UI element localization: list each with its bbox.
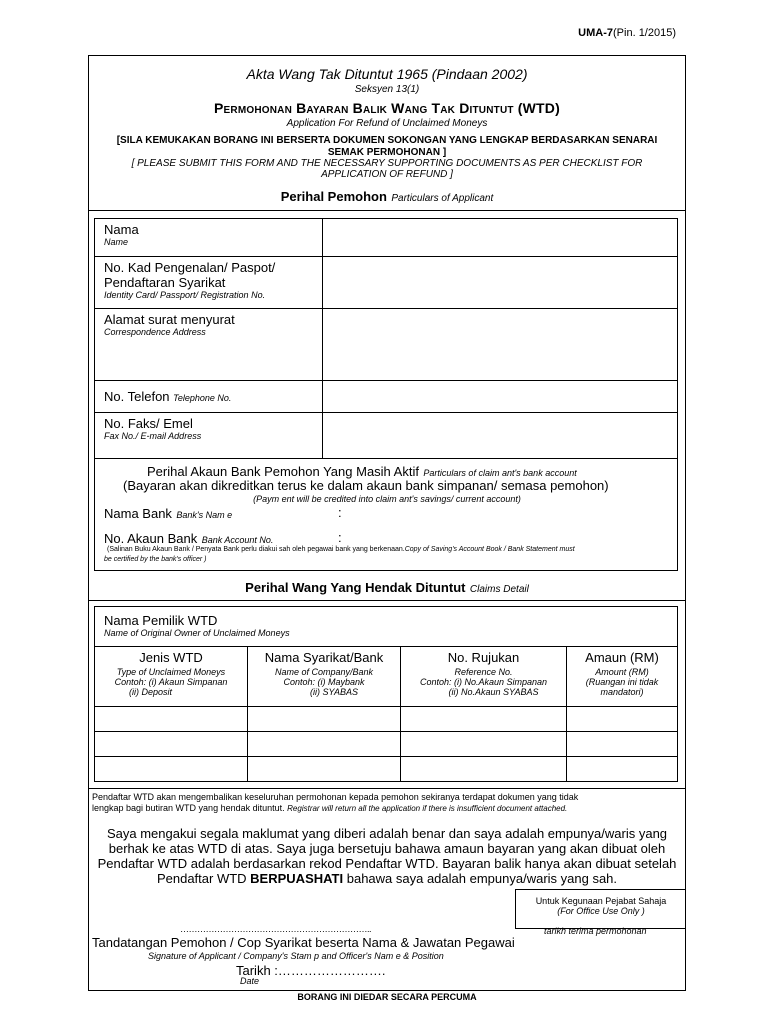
- address-label-en: Correspondence Address: [104, 327, 206, 337]
- phone-label: No. Telefon: [104, 389, 170, 404]
- phone-input[interactable]: [323, 381, 678, 413]
- fax-label: No. Faks/ Emel: [104, 416, 193, 431]
- ic-label-en: Identity Card/ Passport/ Registration No.: [104, 290, 266, 300]
- claims-heading-text: Perihal Wang Yang Hendak Dituntut: [245, 580, 466, 595]
- phone-label-cell: [95, 381, 323, 413]
- declaration-emphasis: BERPUASHATI: [250, 871, 344, 886]
- address-label: Alamat surat menyurat: [104, 312, 235, 327]
- bank-name-line: [104, 505, 232, 523]
- col-amount-line-1: Amount (RM): [595, 667, 649, 677]
- footer-note: BORANG INI DIEDAR SECARA PERCUMA: [297, 992, 477, 1002]
- declaration-line-1: Saya mengakui segala maklumat yang diberi adalah benar dan saya adalah empunya/waris yang: [106, 826, 668, 841]
- registrar-note-line-2: [92, 803, 680, 814]
- form-revision: (Pin. 1/2015): [613, 27, 676, 39]
- col-type-line-1: Type of Unclaimed Moneys: [116, 667, 226, 677]
- name-input[interactable]: [323, 219, 678, 257]
- bank-title-en: Particulars of claim ant's bank account: [423, 468, 577, 478]
- office-received-label: tarikh terima permohonan: [544, 926, 647, 936]
- form-code: [578, 27, 676, 39]
- applicant-table: [94, 218, 678, 571]
- claims-heading: [88, 579, 686, 597]
- col-ref-header: [401, 647, 567, 707]
- account-no-label: No. Akaun Bank: [104, 531, 198, 546]
- date-dots[interactable]: …………………….: [277, 963, 386, 978]
- bank-name-colon: :: [338, 505, 342, 520]
- bank-note: (Bayaran akan dikreditkan terus ke dalam akaun bank simpanan/ semasa pemohon): [123, 478, 609, 493]
- claims-table: [94, 606, 678, 782]
- col-company-title: Nama Syarikat/Bank: [264, 650, 384, 665]
- name-label: Nama: [104, 222, 139, 237]
- claim-type-input[interactable]: [95, 707, 248, 732]
- account-no-colon: :: [338, 530, 342, 545]
- divider: [88, 210, 686, 211]
- claim-ref-input[interactable]: [401, 757, 567, 782]
- registrar-note-ms-2: lengkap bagi butiran WTD yang hendak dituntut.: [92, 803, 285, 813]
- declaration-line-4a: Pendaftar WTD: [156, 871, 247, 886]
- claims-heading-en: Claims Detail: [469, 584, 529, 595]
- name-label-en: Name: [104, 237, 129, 247]
- bank-title: Perihal Akaun Bank Pemohon Yang Masih Aktif: [147, 464, 419, 479]
- bank-footnote-1: [107, 546, 575, 553]
- col-amount-line-3: mandatori): [600, 687, 644, 697]
- col-ref-line-2: Contoh: (i) No.Akaun Simpanan: [419, 677, 548, 687]
- owner-label: Nama Pemilik WTD: [104, 613, 218, 628]
- bank-footnote-en: Copy of Saving's Account Book / Bank Statement must: [404, 546, 575, 553]
- claim-ref-input[interactable]: [401, 732, 567, 757]
- form-title-en: Application For Refund of Unclaimed Moneys: [286, 118, 488, 129]
- col-company-line-2: Contoh: (i) Maybank: [283, 677, 365, 687]
- claim-company-input[interactable]: [248, 757, 401, 782]
- col-company-header: [248, 647, 401, 707]
- col-type-line-2: Contoh: (i) Akaun Simpanan: [114, 677, 228, 687]
- fax-label-en: Fax No./ E-mail Address: [104, 431, 202, 441]
- bank-footnote-ms: (Salinan Buku Akaun Bank / Penyata Bank perlu diakui sah oleh pegawai bank yang berkenaan.: [107, 546, 405, 553]
- claim-amount-input[interactable]: [567, 707, 678, 732]
- owner-cell[interactable]: [95, 607, 678, 647]
- claim-amount-input[interactable]: [567, 757, 678, 782]
- claim-company-input[interactable]: [248, 707, 401, 732]
- applicant-heading-en: Particulars of Applicant: [391, 193, 494, 204]
- form-code-label: UMA-7: [578, 27, 614, 39]
- claim-type-input[interactable]: [95, 732, 248, 757]
- office-use-title: Untuk Kegunaan Pejabat Sahaja: [535, 896, 667, 906]
- applicant-heading-text: Perihal Pemohon: [280, 189, 387, 204]
- col-type-title: Jenis WTD: [139, 650, 203, 665]
- col-company-line-1: Name of Company/Bank: [274, 667, 374, 677]
- date-label-en: Date: [240, 976, 260, 986]
- act-title: Akta Wang Tak Dituntut 1965 (Pindaan 2002): [246, 66, 528, 82]
- bank-name-label-en: Bank's Nam e: [176, 510, 233, 520]
- col-ref-line-1: Reference No.: [454, 667, 513, 677]
- registrar-note: [92, 792, 680, 814]
- account-no-label-en: Bank Account No.: [201, 535, 274, 545]
- claim-type-input[interactable]: [95, 757, 248, 782]
- date-label: Tarikh :: [236, 963, 278, 978]
- form-title: [88, 100, 686, 116]
- divider: [88, 600, 686, 601]
- phone-label-line: [104, 389, 322, 406]
- declaration-line-3: Pendaftar WTD adalah berdasarkan rekod Pendaftar WTD. Bayaran balik hanya akan dibuat setelah: [97, 856, 677, 871]
- registrar-note-en: Registrar will return all the application if there is insufficient document attached.: [287, 804, 568, 813]
- col-amount-line-2: (Ruangan ini tidak: [585, 677, 659, 687]
- fax-label-cell: [95, 413, 323, 459]
- ic-input[interactable]: [323, 257, 678, 309]
- instruction-en-2: APPLICATION OF REFUND ]: [321, 169, 453, 180]
- address-input[interactable]: [323, 309, 678, 381]
- bank-name-label: Nama Bank: [104, 506, 172, 521]
- ic-label-cell: [95, 257, 323, 309]
- col-amount-header: [567, 647, 678, 707]
- declaration-line-4c: bahawa saya adalah empunya/waris yang sah.: [346, 871, 618, 886]
- fax-input[interactable]: [323, 413, 678, 459]
- col-ref-title: No. Rujukan: [447, 650, 520, 665]
- section-ref: Seksyen 13(1): [354, 84, 420, 95]
- form-title-abbr: (WTD): [517, 100, 560, 116]
- col-company-line-3: (ii) SYABAS: [309, 687, 358, 697]
- signature-label: Tandatangan Pemohon / Cop Syarikat beserta Nama & Jawatan Pegawai: [92, 935, 515, 950]
- phone-label-en: Telephone No.: [173, 393, 232, 403]
- address-label-cell: [95, 309, 323, 381]
- signature-label-en: Signature of Applicant / Company's Stam p and Officer's Nam e & Position: [148, 951, 444, 961]
- col-amount-title: Amaun (RM): [585, 650, 659, 665]
- office-use-box: [515, 889, 686, 929]
- instruction-en-1: [ PLEASE SUBMIT THIS FORM AND THE NECESSARY SUPPORTING DOCUMENTS AS PER CHECKLIST FOR: [131, 158, 643, 169]
- owner-label-en: Name of Original Owner of Unclaimed Moneys: [104, 628, 290, 638]
- claim-ref-input[interactable]: [401, 707, 567, 732]
- instruction-ms-1: [SILA KEMUKAKAN BORANG INI BERSERTA DOKUMEN SOKONGAN YANG LENGKAP BERDASARKAN SENARAI: [116, 135, 658, 146]
- declaration-line-4: [88, 871, 686, 886]
- office-use-title-en: (For Office Use Only ): [557, 906, 645, 916]
- divider: [88, 788, 686, 789]
- registrar-note-ms-1: Pendaftar WTD akan mengembalikan keseluruhan permohonan kepada pemohon sekiranya terdapat dokumen yang tidak: [92, 792, 579, 802]
- ic-label-2: Pendaftaran Syarikat: [104, 275, 226, 290]
- claim-amount-input[interactable]: [567, 732, 678, 757]
- signature-dots[interactable]: …………………………………………………………..: [180, 924, 372, 934]
- applicant-heading: [88, 188, 686, 206]
- form-title-text: Permohonan Bayaran Balik Wang Tak Dituntut: [214, 100, 514, 116]
- declaration: [88, 826, 686, 886]
- bank-section: [95, 459, 678, 571]
- col-type-header: [95, 647, 248, 707]
- instruction-ms-2: SEMAK PERMOHONAN ]: [327, 147, 447, 158]
- bank-note-en: (Paym ent will be credited into claim ant's savings/ current account): [253, 494, 521, 504]
- ic-label: No. Kad Pengenalan/ Paspot/: [104, 260, 276, 275]
- bank-footnote-2: be certified by the bank's officer ): [104, 556, 207, 563]
- declaration-line-2: berhak ke atas WTD di atas. Saya juga bersetuju bahawa amaun bayaran yang akan dibuat oleh: [108, 841, 666, 856]
- col-type-line-3: (ii) Deposit: [129, 687, 173, 697]
- name-label-cell: [95, 219, 323, 257]
- col-ref-line-3: (ii) No.Akaun SYABAS: [448, 687, 539, 697]
- claim-company-input[interactable]: [248, 732, 401, 757]
